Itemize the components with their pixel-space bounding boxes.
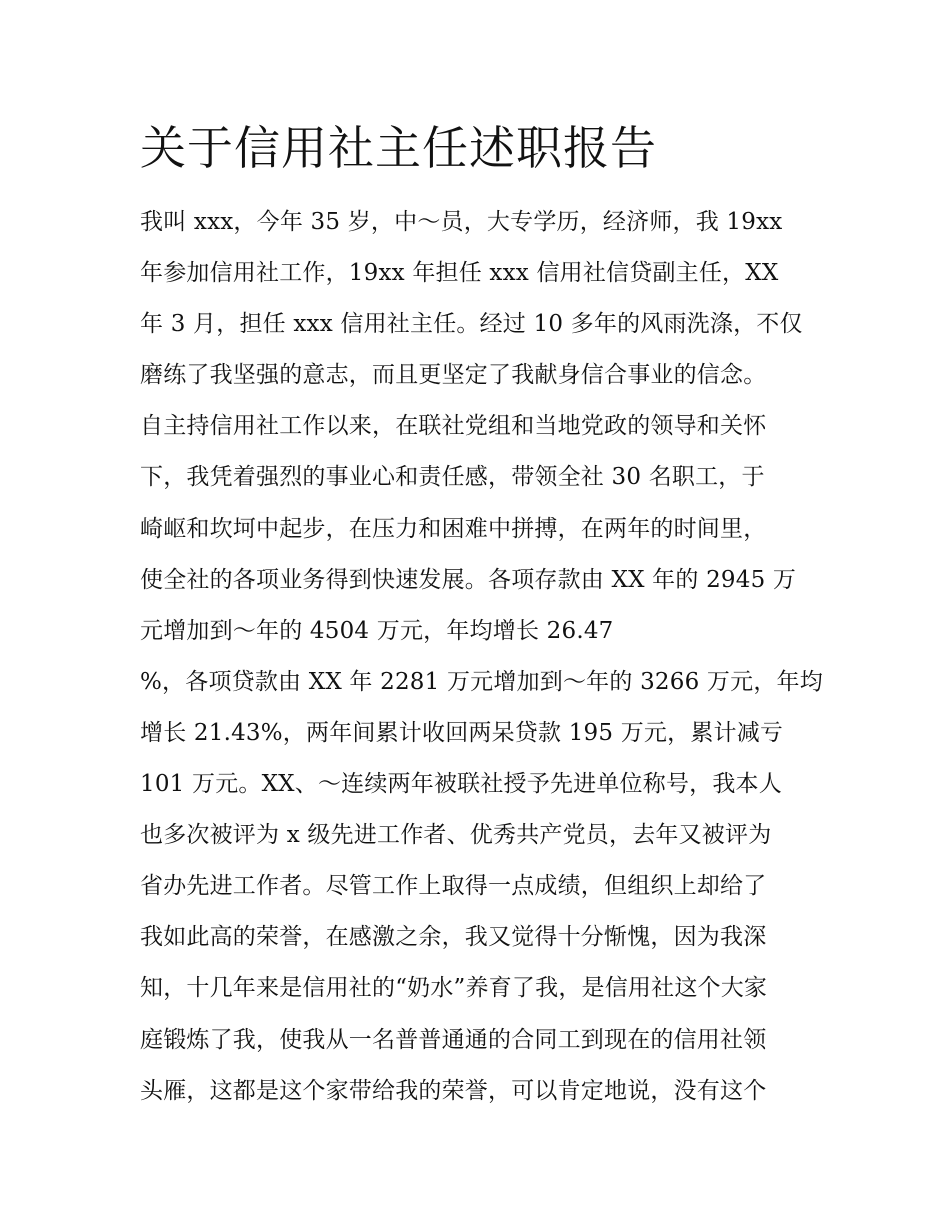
body-line: 增长 21.43%，两年间累计收回两呆贷款 195 万元，累计减亏 <box>140 719 784 746</box>
body-line: 也多次被评为 x 级先进工作者、优秀共产党员，去年又被评为 <box>140 822 772 849</box>
body-line: 磨练了我坚强的意志，而且更坚定了我献身信合事业的信念。 <box>140 362 767 389</box>
body-line: 我叫 xxx，今年 35 岁，中～员，大专学历，经济师，我 19xx <box>140 209 783 235</box>
document-body <box>140 197 830 1117</box>
body-line: 知，十几年来是信用社的“奶水”养育了我，是信用社这个大家 <box>140 975 768 1002</box>
body-line: 年参加信用社工作，19xx 年担任 xxx 信用社信贷副主任，XX <box>140 260 779 287</box>
body-line: 元增加到～年的 4504 万元，年均增长 26.47 <box>140 617 614 644</box>
body-line: 101 万元。XX、～连续两年被联社授予先进单位称号，我本人 <box>140 771 782 798</box>
body-line: 我如此高的荣誉，在感激之余，我又觉得十分惭愧，因为我深 <box>140 924 767 951</box>
body-line: 崎岖和坎坷中起步，在压力和困难中拼搏，在两年的时间里， <box>140 515 767 542</box>
document-title: 关于信用社主任述职报告 <box>140 121 657 175</box>
body-line: 下，我凭着强烈的事业心和责任感，带领全社 30 名职工，于 <box>140 464 765 491</box>
body-line: 庭锻炼了我，使我从一名普普通通的合同工到现在的信用社领 <box>140 1026 767 1053</box>
body-line: 年 3 月，担任 xxx 信用社主任。经过 10 多年的风雨洗涤，不仅 <box>140 311 803 338</box>
body-line: 使全社的各项业务得到快速发展。各项存款由 XX 年的 2945 万 <box>140 566 797 593</box>
body-line: %，各项贷款由 XX 年 2281 万元增加到～年的 3266 万元，年均 <box>140 668 823 695</box>
body-line: 头雁，这都是这个家带给我的荣誉，可以肯定地说，没有这个 <box>140 1077 767 1104</box>
body-line: 省办先进工作者。尽管工作上取得一点成绩，但组织上却给了 <box>140 873 767 900</box>
body-line: 自主持信用社工作以来，在联社党组和当地党政的领导和关怀 <box>140 413 767 440</box>
